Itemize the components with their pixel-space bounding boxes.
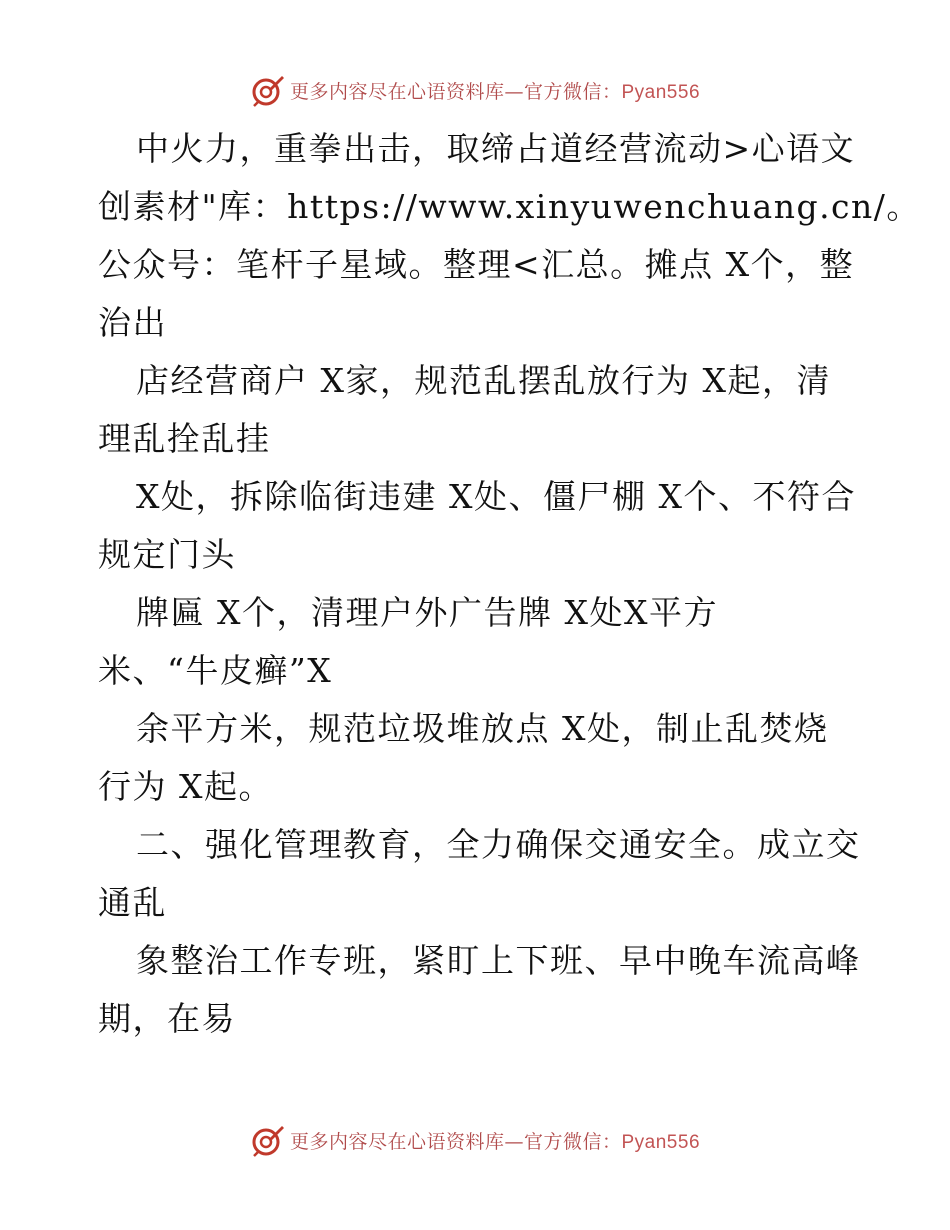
body-line: 期，在易 [98, 999, 236, 1038]
body-line: 规定门头 [98, 535, 236, 574]
footer-banner-text: 更多内容尽在心语资料库—官方微信：Pyan556 [289, 1130, 701, 1153]
pen-logo-icon [250, 72, 286, 108]
body-line: 中火力，重拳出击，取缔占道经营流动>心语文 [136, 129, 856, 168]
footer-wechat-id: Pyan556 [621, 1131, 701, 1153]
body-line: 米、“牛皮癣”X [98, 651, 333, 690]
body-line: 治出 [98, 303, 167, 342]
document-body [98, 120, 921, 1048]
header-wechat-id: Pyan556 [621, 81, 701, 103]
body-line: 象整治工作专班，紧盯上下班、早中晚车流高峰 [136, 941, 861, 980]
pen-logo-icon [250, 1122, 286, 1158]
body-line: 牌匾 X个，清理户外广告牌 X处X平方 [136, 593, 718, 632]
body-line: 通乱 [98, 883, 167, 922]
body-line: 店经营商户 X家，规范乱摆乱放行为 X起，清 [136, 361, 831, 400]
body-line: 行为 X起。 [98, 767, 273, 806]
footer-banner [0, 1120, 950, 1160]
header-banner-text: 更多内容尽在心语资料库—官方微信：Pyan556 [289, 80, 701, 103]
header-banner [0, 70, 950, 110]
body-line: 余平方米，规范垃圾堆放点 X处，制止乱焚烧 [136, 709, 829, 748]
body-line: X处，拆除临街违建 X处、僵尸棚 X个、不符合 [136, 477, 856, 516]
body-line: 创素材"库：https://www.xinyuwenchuang.cn/。 [98, 187, 921, 226]
body-line: 二、强化管理教育，全力确保交通安全。成立交 [136, 825, 861, 864]
body-line: 理乱拴乱挂 [98, 419, 271, 458]
body-line: 公众号：笔杆子星域。整理<汇总。摊点 X个，整 [98, 245, 855, 284]
